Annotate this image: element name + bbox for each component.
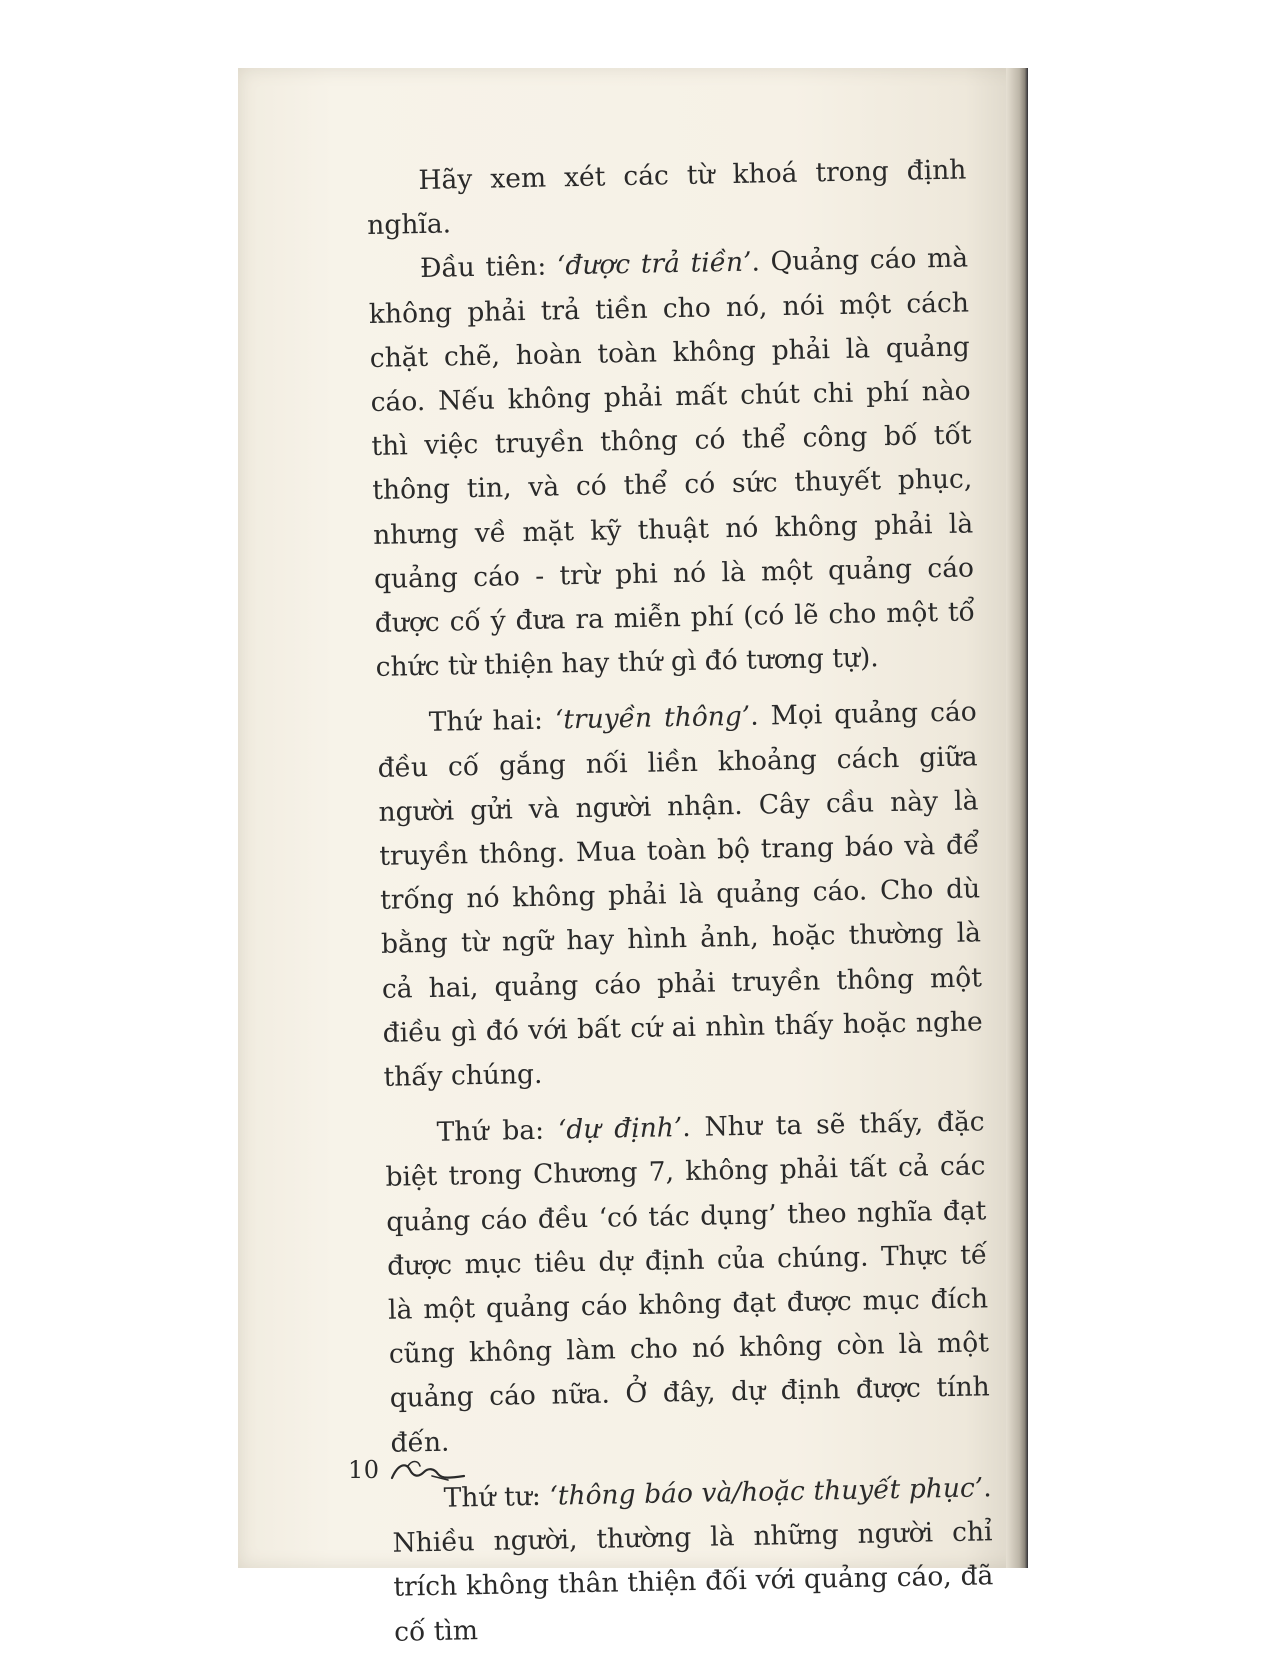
paragraph-communication bbox=[376, 691, 984, 1100]
paragraph-text: . Quảng cáo mà không phải trả tiền cho nó, nói một cách chặt chẽ, hoàn toàn không phải là quảng cáo. Nếu không phải mất chút chi phí nào thì việc truyền thông có thể công bố tốt thông tin, và có thể có sức thuyết phục, nhưng về mặt kỹ thuật nó không phải là quảng cáo - trừ phi nó là một quảng cáo được cố ý đưa ra miễn phí (có lẽ cho một tổ chức từ thiện hay thứ gì đó tương tự). bbox=[368, 242, 976, 684]
keyword-italic: ‘được trả tiền’ bbox=[556, 247, 752, 282]
paragraph-text: . Như ta sẽ thấy, đặc biệt trong Chương 7, không phải tất cả các quảng cáo đều ‘có tác dụng’ theo nghĩa đạt được mục tiêu dự định của chúng. Thực tế là một quảng cáo không đạt được mục đích cũng không làm cho nó không còn là một quảng cáo nữa. Ở đây, dự định được tính đến. bbox=[385, 1106, 990, 1459]
page-number: 10 bbox=[348, 1456, 380, 1484]
paragraph-paid bbox=[368, 237, 976, 690]
paragraph-lead: Thứ tư: bbox=[443, 1480, 550, 1514]
paragraph-intended bbox=[384, 1101, 991, 1466]
paragraph-text: . Nhiều người, thường là những người chỉ trích không thân thiện đối với quảng cáo, đã cố tìm bbox=[392, 1472, 994, 1648]
page-footer bbox=[348, 1456, 468, 1484]
page-binding-edge bbox=[1006, 68, 1028, 1568]
book-page bbox=[238, 68, 1028, 1648]
decorative-flourish-icon bbox=[388, 1458, 468, 1484]
keyword-italic: ‘dự định’ bbox=[557, 1112, 683, 1146]
paragraph-inform-persuade bbox=[391, 1466, 994, 1654]
paragraph-intro bbox=[366, 148, 968, 248]
paragraph-text: . Mọi quảng cáo đều cố gắng nối liền khoảng cách giữa người gửi và người nhận. Cây cầu này là truyền thông. Mua toàn bộ trang báo và để trống nó không phải là quảng cáo. Cho dù bằng từ ngữ hay hình ảnh, hoặc thường là cả hai, quảng cáo phải truyền thông một điều gì đó với bất cứ ai nhìn thấy hoặc nghe thấy chúng. bbox=[377, 696, 983, 1093]
paragraph-lead: Đầu tiên: bbox=[419, 250, 558, 285]
keyword-italic: ‘truyền thông’ bbox=[554, 701, 751, 736]
paragraph-text: Hãy xem xét các từ khoá trong định nghĩa. bbox=[366, 154, 967, 242]
paragraph-lead: Thứ hai: bbox=[428, 704, 556, 739]
keyword-italic: ‘thông báo và/hoặc thuyết phục’ bbox=[549, 1472, 984, 1512]
body-text bbox=[366, 148, 995, 1654]
paragraph-lead: Thứ ba: bbox=[436, 1114, 559, 1149]
